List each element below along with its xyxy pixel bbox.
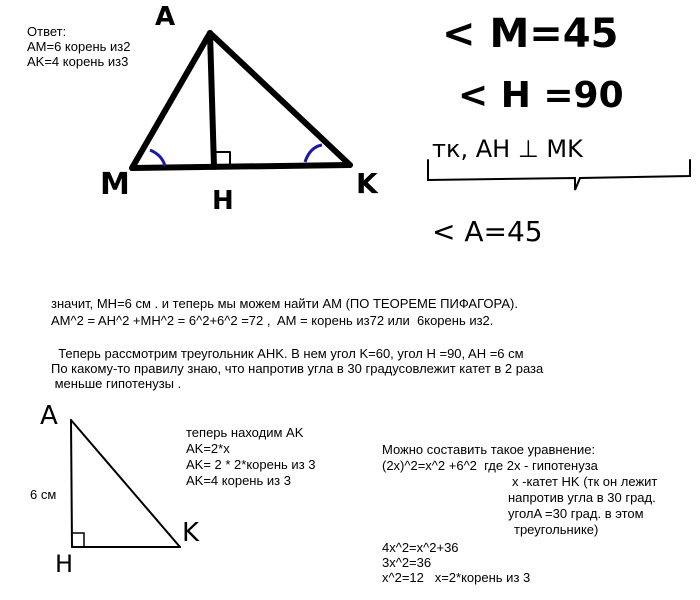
vertex-label-h: H [212,186,234,216]
note-angle-a: < A=45 [432,215,543,248]
equation-line-9: x^2=12 x=2*корень из 3 [382,570,531,585]
equation-line-3: x -катет HK (тк он лежит [512,474,658,489]
vertex-label-m: M [100,167,130,202]
side-ak [210,33,350,165]
find-ak-line-2: AK=2*x [186,441,230,456]
equation-line-5: уголA =30 град. в этом [508,506,644,521]
answer-title: Ответ: [27,24,67,39]
solution-line-1: значит, MH=6 см . и теперь мы можем найти AM (ПО ТЕОРЕМЕ ПИФАГОРА). [51,296,518,311]
vertex-label-k: K [356,167,378,200]
solution-line-2: AM^2 = AH^2 +MH^2 = 6^2+6^2 =72 , AM = корень из72 или 6корень из2. [51,313,494,328]
vertex-label-a: A [155,2,176,32]
angle-arc-k [305,145,322,162]
vertex2-label-a: A [40,401,58,431]
angle-arc-m [150,150,165,166]
solution-line-4: По какому-то правилу знаю, что напротив угла в 30 градусовлежит катет в 2 раза [51,361,544,376]
find-ak-line-4: AK=4 корень из 3 [186,473,291,488]
equation-line-8: 3x^2=36 [382,555,432,570]
side-am [132,33,210,168]
note-reason: тк, AH ⊥ MK [432,135,583,163]
note-angle-h: < H =90 [458,75,624,116]
solution-line-3: Теперь рассмотрим треугольник AHK. В нем угол K=60, угол H =90, AH =6 см [51,346,524,361]
equation-line-7: 4x^2=x^2+36 [382,540,459,555]
equation-line-2: (2x)^2=x^2 +6^2 где 2x - гипотенуза [382,458,598,473]
answer-am: AM=6 корень из2 [27,39,131,54]
hypotenuse-ak [71,420,180,547]
find-ak-line-1: теперь находим AK [186,425,304,440]
altitude-ah [210,33,214,167]
equation-line-6: треугольнике) [514,522,599,537]
vertex2-label-h: H [55,550,74,578]
note-angle-m: < M=45 [442,11,619,57]
leg-ah [71,420,72,547]
find-ak-line-3: AK= 2 * 2*корень из 3 [186,457,316,472]
brace-mark [428,160,690,190]
equation-line-1: Можно составить такое уравнение: [382,442,596,457]
equation-line-4: напротив угла в 30 град. [508,490,656,505]
right-angle-mark-h [216,152,230,165]
side-label-ah: 6 см [30,487,57,502]
answer-ak: AK=4 корень из3 [27,54,129,69]
vertex2-label-k: K [182,518,200,548]
right-angle-mark-h2 [73,533,84,547]
solution-line-5: меньше гипотенузы . [51,376,182,391]
